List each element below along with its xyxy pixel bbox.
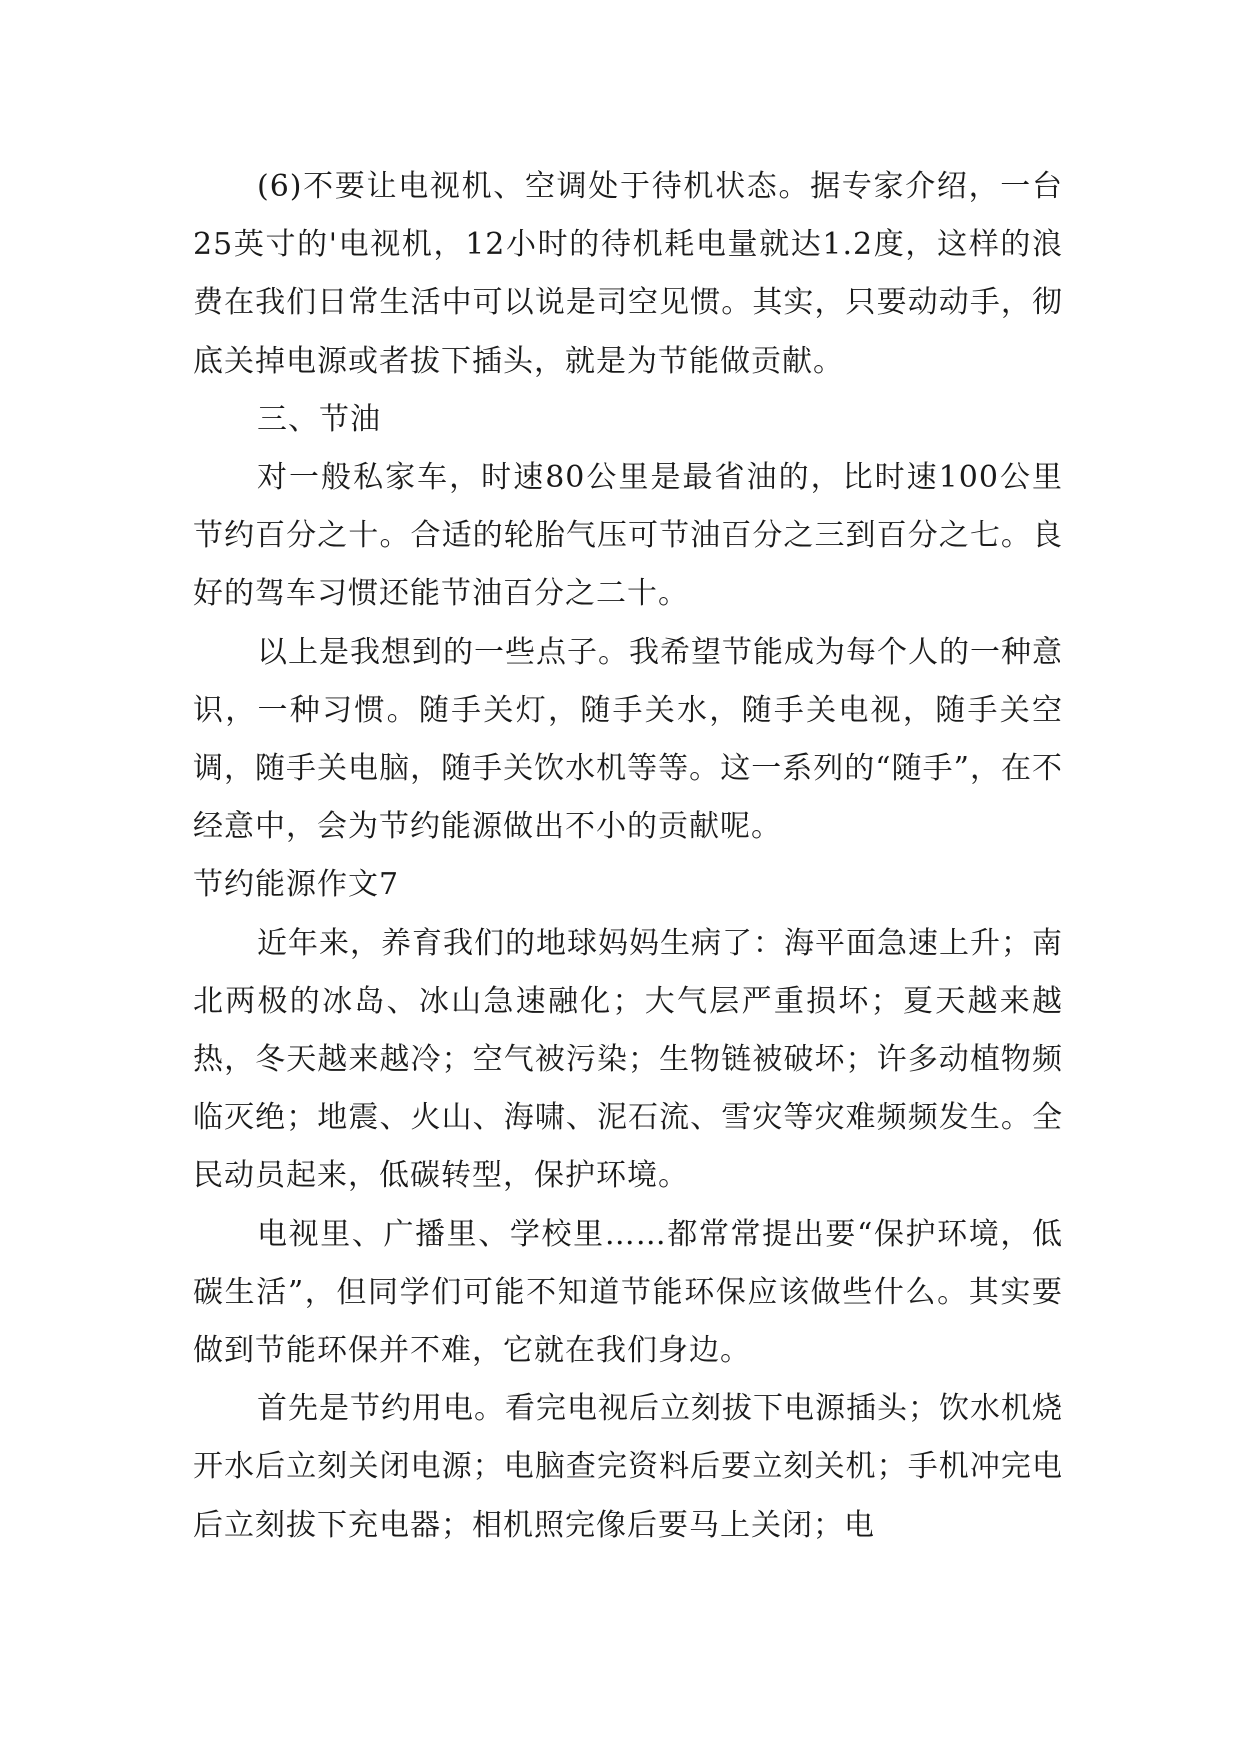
document-body bbox=[193, 158, 1063, 1555]
paragraph-standby: (6)不要让电视机、空调处于待机状态。据专家介绍，一台25英寸的'电视机，12小时的待机耗电量就达1.2度，这样的浪费在我们日常生活中可以说是司空见惯。其实，只要动动手，彻底关掉电源或者拔下插头，就是为节能做贡献。 bbox=[193, 169, 1063, 379]
paragraph-electricity: 首先是节约用电。看完电视后立刻拔下电源插头；饮水机烧开水后立刻关闭电源；电脑查完资料后要立刻关机；手机冲完电后立刻拔下充电器；相机照完像后要马上关闭；电 bbox=[193, 1391, 1063, 1543]
paragraph-oil: 对一般私家车，时速80公里是最省油的，比时速100公里节约百分之十。合适的轮胎气压可节油百分之三到百分之七。良好的驾车习惯还能节油百分之二十。 bbox=[193, 460, 1063, 612]
subheading-save-oil: 三、节油 bbox=[257, 401, 381, 437]
section-title: 节约能源作文7 bbox=[193, 867, 400, 903]
paragraph-habits: 以上是我想到的一些点子。我希望节能成为每个人的一种意识，一种习惯。随手关灯，随手关水，随手关电视，随手关空调，随手关电脑，随手关饮水机等等。这一系列的“随手”，在不经意中，会为节约能源做出不小的贡献呢。 bbox=[193, 634, 1063, 845]
paragraph-media: 电视里、广播里、学校里……都常常提出要“保护环境，低碳生活”，但同学们可能不知道节能环保应该做些什么。其实要做到节能环保并不难，它就在我们身边。 bbox=[193, 1216, 1063, 1369]
paragraph-earth: 近年来，养育我们的地球妈妈生病了：海平面急速上升；南北两极的冰岛、冰山急速融化；大气层严重损坏；夏天越来越热，冬天越来越冷；空气被污染；生物链被破坏；许多动植物频临灭绝；地震、火山、海啸、泥石流、雪灾等灾难频频发生。全民动员起来，低碳转型，保护环境。 bbox=[193, 925, 1063, 1194]
